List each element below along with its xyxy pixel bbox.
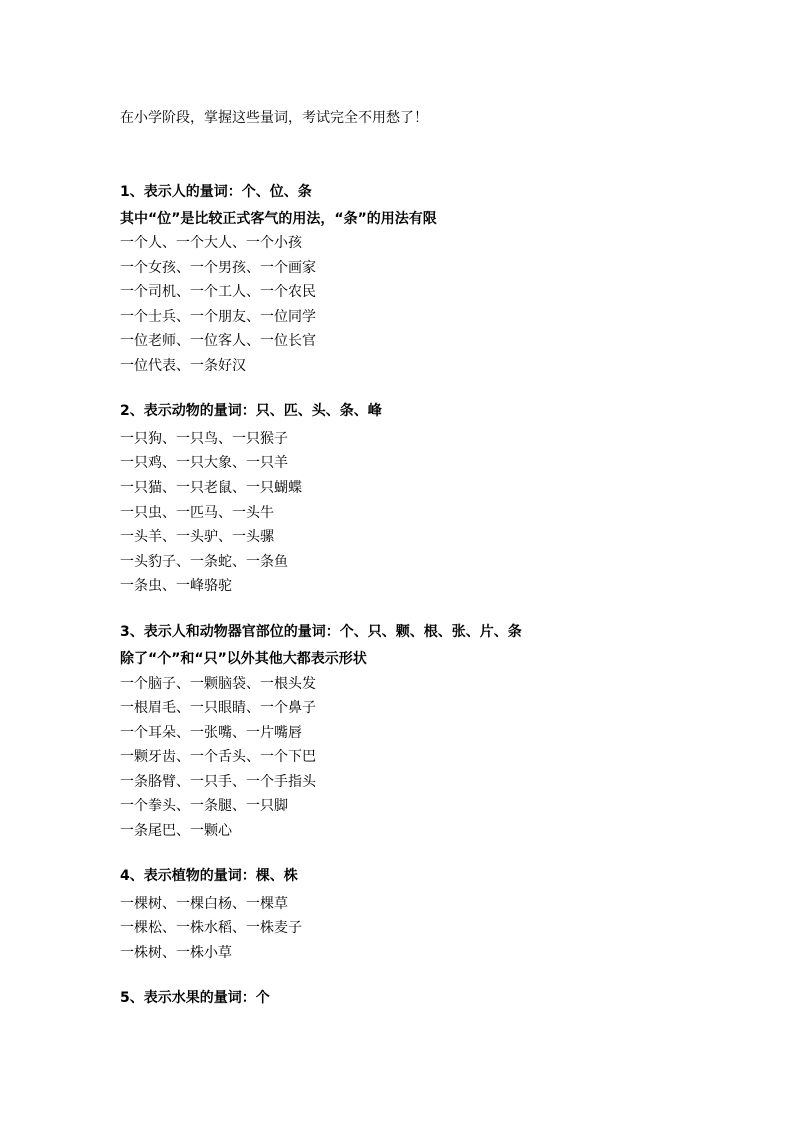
section-2-line: 一只猫、一只老鼠、一只蝴蝶 [120, 480, 302, 496]
section-2-line: 一只虫、一匹马、一头牛 [120, 505, 274, 521]
section-1-line: 一个司机、一个工人、一个农民 [120, 284, 316, 300]
section-1-note: 其中“位”是比较正式客气的用法，“条”的用法有限 [120, 211, 437, 227]
section-1-line: 一位代表、一条好汉 [120, 358, 246, 374]
section-3-note: 除了“个”和“只”以外其他大都表示形状 [120, 651, 367, 667]
section-1-line: 一个人、一个大人、一个小孩 [120, 235, 302, 251]
section-4-heading: 4、表示植物的量词：棵、株 [120, 868, 298, 884]
section-2-line: 一条虫、一峰骆驼 [120, 578, 232, 594]
section-1-line: 一个女孩、一个男孩、一个画家 [120, 260, 316, 276]
section-1-line: 一位老师、一位客人、一位长官 [120, 333, 316, 349]
section-2-heading: 2、表示动物的量词：只、匹、头、条、峰 [120, 403, 382, 419]
section-2-line: 一只鸡、一只大象、一只羊 [120, 455, 288, 471]
section-2-line: 一头豹子、一条蛇、一条鱼 [120, 554, 288, 570]
section-2-line: 一头羊、一头驴、一头骡 [120, 529, 274, 545]
section-4-line: 一株树、一株小草 [120, 945, 232, 961]
section-3-heading: 3、表示人和动物器官部位的量词：个、只、颗、根、张、片、条 [120, 624, 522, 640]
section-1-heading: 1、表示人的量词：个、位、条 [120, 184, 312, 200]
section-3-line: 一颗牙齿、一个舌头、一个下巴 [120, 749, 316, 765]
section-3-line: 一个脑子、一颗脑袋、一根头发 [120, 676, 316, 692]
section-3-line: 一根眉毛、一只眼睛、一个鼻子 [120, 700, 316, 716]
section-4-line: 一棵松、一株水稻、一株麦子 [120, 920, 302, 936]
section-3-line: 一条胳臂、一只手、一个手指头 [120, 774, 316, 790]
section-3-line: 一个耳朵、一张嘴、一片嘴唇 [120, 725, 302, 741]
section-3-line: 一条尾巴、一颗心 [120, 823, 232, 839]
section-5-heading: 5、表示水果的量词：个 [120, 990, 270, 1006]
section-2-line: 一只狗、一只鸟、一只猴子 [120, 431, 288, 447]
section-3-line: 一个拳头、一条腿、一只脚 [120, 798, 288, 814]
intro-text: 在小学阶段，掌握这些量词，考试完全不用愁了！ [120, 110, 428, 126]
section-4-line: 一棵树、一棵白杨、一棵草 [120, 896, 288, 912]
section-1-line: 一个士兵、一个朋友、一位同学 [120, 309, 316, 325]
